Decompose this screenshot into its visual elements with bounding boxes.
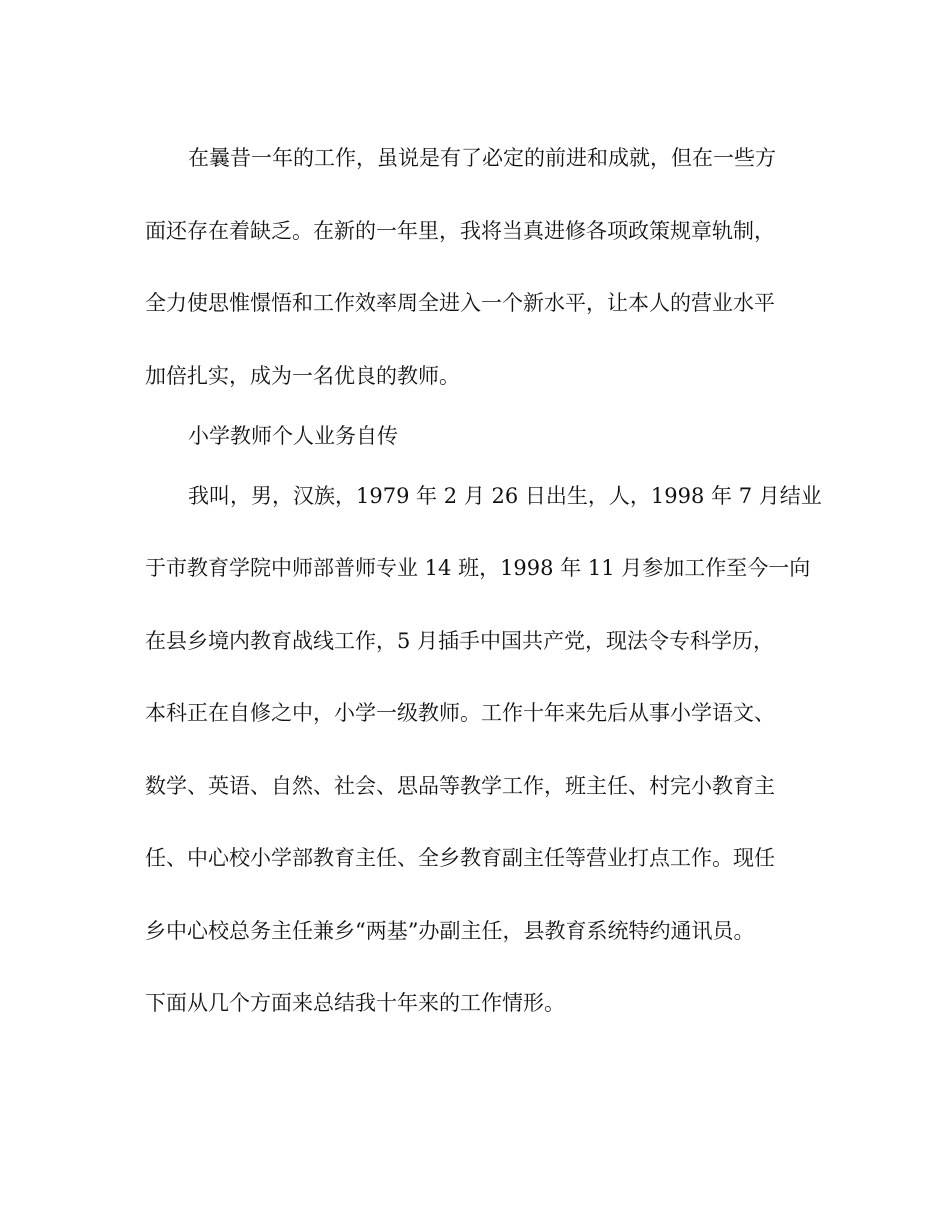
paragraph-1-line-3: 全力使思惟憬悟和工作效率周全进入一个新水平，让本人的营业水平	[145, 291, 775, 315]
paragraph-2-line-7: 乡中心校总务主任兼乡“两基”办副主任，县教育系统特约通讯员。	[145, 919, 755, 943]
paragraph-2-line-3: 在县乡境内教育战线工作，5 月插手中国共产党，现法令专科学历，	[145, 629, 775, 653]
paragraph-1-line-2: 面还存在着缺乏。在新的一年里，我将当真进修各项政策规章轨制，	[145, 219, 775, 243]
paragraph-2-line-2: 于市教育学院中师部普师专业 14 班，1998 年 11 月参加工作至今一向	[145, 556, 811, 580]
paragraph-1-line-4: 加倍扎实，成为一名优良的教师。	[145, 364, 460, 388]
section-heading: 小学教师个人业务自传	[188, 424, 398, 448]
paragraph-2-line-5: 数学、英语、自然、社会、思品等教学工作，班主任、村完小教育主	[145, 774, 775, 798]
paragraph-2-line-4: 本科正在自修之中，小学一级教师。工作十年来先后从事小学语文、	[145, 701, 775, 725]
paragraph-1-line-1: 在曩昔一年的工作，虽说是有了必定的前进和成就，但在一些方	[188, 146, 776, 170]
paragraph-2-line-8: 下面从几个方面来总结我十年来的工作情形。	[145, 991, 565, 1015]
paragraph-2-line-6: 任、中心校小学部教育主任、全乡教育副主任等营业打点工作。现任	[145, 846, 775, 870]
paragraph-2-line-1: 我叫，男，汉族，1979 年 2 月 26 日出生，人，1998 年 7 月结业	[188, 484, 822, 508]
